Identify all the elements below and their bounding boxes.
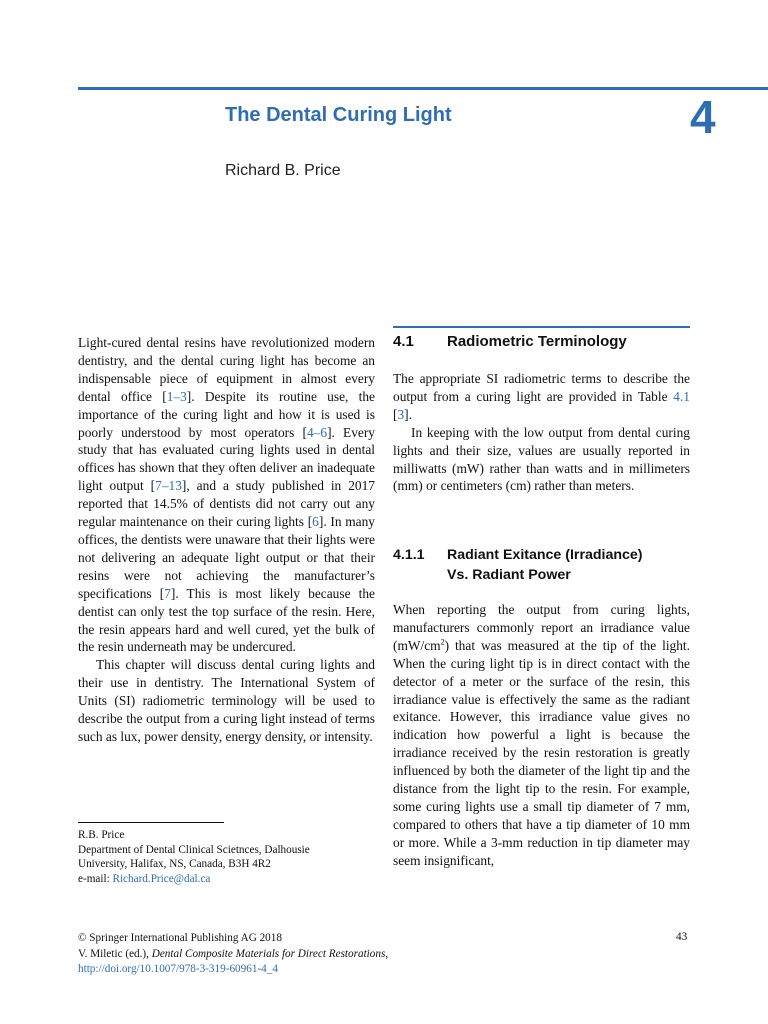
chapter-number: 4: [690, 91, 716, 143]
author-email-link[interactable]: Richard.Price@dal.ca: [112, 872, 211, 885]
author-footnote: [78, 828, 378, 886]
page-footer: [78, 931, 698, 978]
paragraph-text: ]. Despite its routine use, the importance of the curing light and how it is used is poorly understood by most operators [: [78, 388, 375, 440]
chapter-title: The Dental Curing Light: [225, 104, 452, 126]
section-heading: [393, 333, 690, 351]
page-number: 43: [676, 931, 688, 943]
citation-link[interactable]: 4–6: [306, 424, 328, 440]
footnote-name: R.B. Price: [78, 829, 125, 841]
footnote-affiliation-1: Department of Dental Clinical Scietnces, Dalhousie: [78, 843, 310, 856]
citation-link[interactable]: 7: [164, 585, 171, 601]
intro-paragraph-2: This chapter will discuss dental curing lights and their use in dentistry. The International System of Units (SI) radiometric terminology will be used to describe the output from a curing light instead of terms such as lux, power density, energy density, or intensity.: [78, 657, 375, 744]
doi-link[interactable]: http://doi.org/10.1007/978-3-319-60961-4_4: [78, 963, 278, 976]
superscript: 2: [440, 637, 445, 647]
subsection-heading: [393, 545, 690, 585]
footnote-affiliation-2: University, Halifax, NS, Canada, B3H 4R2: [78, 858, 271, 871]
section-rule: [393, 326, 690, 328]
subsection-paragraph: [393, 601, 690, 870]
footnote-rule: [78, 822, 224, 823]
paragraph-text: ], and a study published in 2017 reported that 14.5% of dentists did not carry out any regular maintenance on their curing lights [: [78, 478, 375, 530]
citation-link[interactable]: 3: [397, 406, 405, 422]
left-column: [78, 334, 375, 746]
paragraph-text: ]. In many offices, the dentists were unaware that their lights were not delivering an adequate light output or that their resins were not achieving the manufacturer’s specifications [: [78, 514, 375, 601]
citation-link[interactable]: 1–3: [166, 388, 187, 404]
section-title: Radiometric Terminology: [447, 333, 627, 350]
subsection-text-1: When reporting the output from curing lights, manufacturers commonly report an irradiance value (mW/cm: [393, 602, 690, 653]
paragraph-text: ]. Every study that has evaluated curing lights used in dental offices has shown that they often deliver an inadequate light output [: [78, 424, 375, 494]
citation-link[interactable]: 6: [312, 514, 319, 530]
paragraph-text: [: [393, 406, 398, 422]
citation-link[interactable]: 4.1: [673, 388, 690, 404]
subsection-title-line2: Vs. Radiant Power: [447, 567, 571, 583]
citation-link[interactable]: 7–13: [155, 478, 182, 494]
copyright: © Springer International Publishing AG 2018: [78, 932, 282, 944]
book-suffix: ,: [385, 947, 389, 960]
subsection-title-line1: Radiant Exitance (Irradiance): [447, 547, 643, 563]
subsection-body: [393, 601, 690, 870]
paragraph-text: Light-cured dental resins have revolutionized modern dentistry, and the dental curing light has become an indispensable piece of equipment in almost every dental office [: [78, 335, 375, 404]
section-number: 4.1: [393, 333, 414, 350]
section-body: [393, 370, 690, 495]
subsection-number: 4.1.1: [393, 547, 425, 563]
chapter-author: Richard B. Price: [225, 162, 341, 179]
section-paragraph-1: [393, 370, 690, 424]
footnote-email-label: e-mail:: [78, 872, 113, 885]
paragraph-text: ]. This is most likely because the dentist can only test the top surface of the resin. Here, the resin appears hard and well cured, yet the bulk of the resin underneath may be undercured.: [78, 585, 375, 655]
subsection-text-2: ) that was measured at the tip of the light. When the curing light tip is in direct contact with the detector of a meter or the surface of the resin, this irradiance value is effectively the same as the radiant exitance. However, this irradiance value gives no indication how powerful a light is because the irradiance received by the resin restoration is greatly influenced by both the diameter of the light tip and the distance from the light tip to the resin. For example, some curing lights use a small tip diameter of 7 mm, compared to others that have a tip diameter of 10 mm or more. While a 3-mm reduction in tip diameter may seem insignificant,: [393, 637, 690, 868]
header-rule: [78, 87, 768, 90]
editor: V. Miletic (ed.),: [78, 947, 152, 960]
section-paragraph-2: In keeping with the low output from dental curing lights and their size, values are usually reported in milliwatts (mW) rather than watts and in millimeters (mm) or centimeters (cm) rather than meters.: [393, 424, 690, 494]
paragraph-text: ].: [404, 406, 412, 422]
intro-paragraph-1: [78, 334, 375, 656]
paragraph-text: The appropriate SI radiometric terms to describe the output from a curing light are provided in Table: [393, 371, 690, 404]
book-title: Dental Composite Materials for Direct Restorations: [151, 947, 386, 960]
